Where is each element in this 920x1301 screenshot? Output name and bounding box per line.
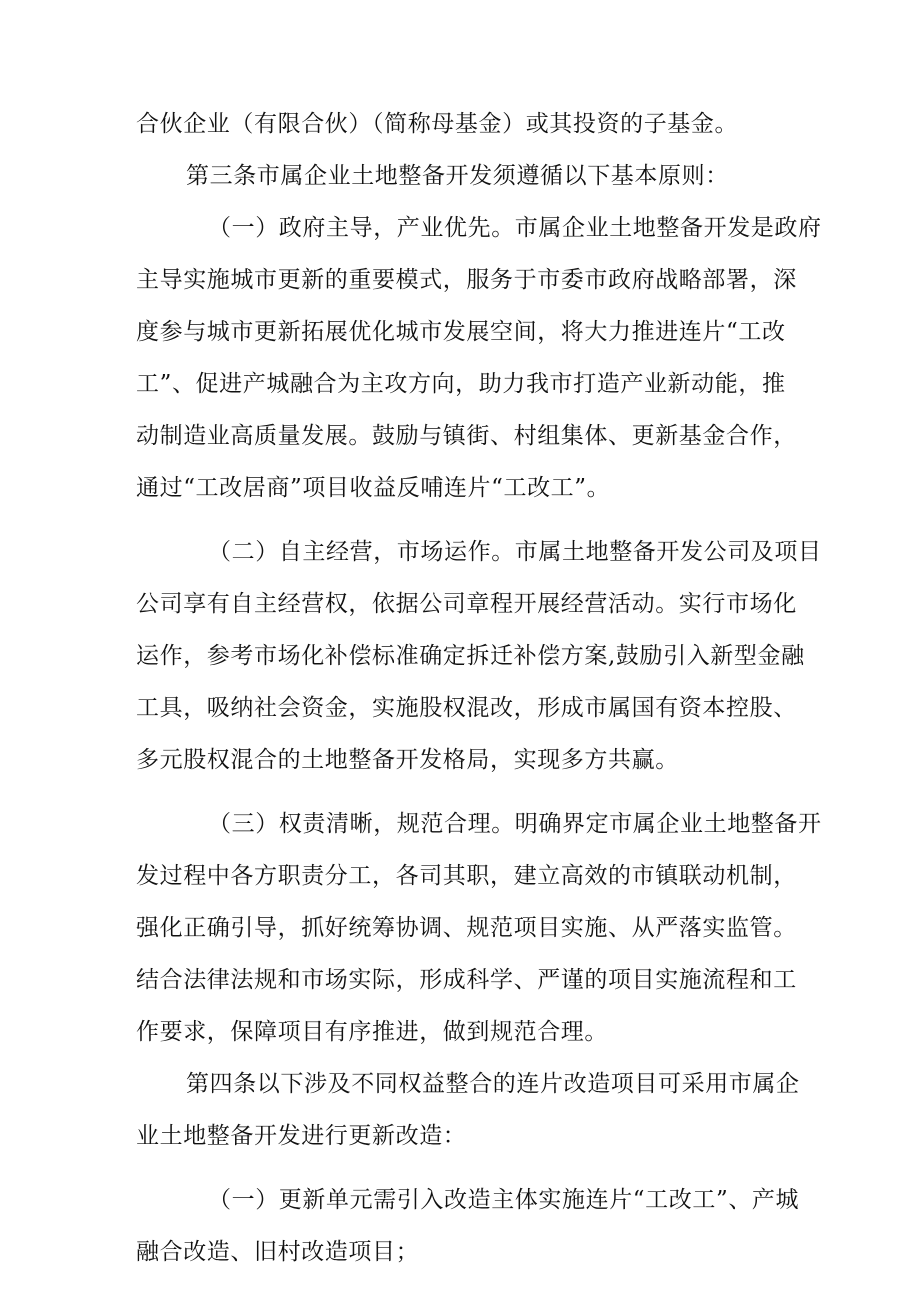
paragraph-gap: [136, 786, 796, 798]
principle-2-line: （二）自主经营，市场运作。市属土地整备开发公司及项目: [208, 539, 822, 565]
text-line: 合伙企业（有限合伙）（简称母基金）或其投资的子基金。: [136, 111, 739, 137]
principle-1-line: 通过“工改居商”项目收益反哺连片“工改工”。: [136, 475, 611, 501]
principle-1-line: 动制造业高质量发展。鼓励与镇街、村组集体、更新基金合作，: [136, 423, 797, 449]
document-body: [136, 98, 822, 1278]
paragraph-gap: [136, 514, 796, 526]
principle-1-line: （一）政府主导，产业优先。市属企业土地整备开发是政府: [208, 215, 822, 241]
item-1-line: （一）更新单元需引入改造主体实施连片“工改工”、产城: [208, 1187, 800, 1213]
article-heading-4: 第四条以下涉及不同权益整合的连片改造项目可采用市属企: [186, 1071, 800, 1097]
article-heading-3: 第三条市属企业土地整备开发须遵循以下基本原则：: [186, 163, 729, 189]
paragraph-gap: [136, 1162, 796, 1174]
principle-1-line: 主导实施城市更新的重要模式，服务于市委市政府战略部署，深: [136, 267, 797, 293]
principle-2-line: 多元股权混合的土地整备开发格局，实现多方共赢。: [136, 747, 679, 773]
principle-3-line: 强化正确引导，抓好统筹协调、规范项目实施、从严落实监管。: [136, 915, 797, 941]
principle-1-line: 工”、促进产城融合为主攻方向，助力我市打造产业新动能，推: [136, 371, 786, 397]
principle-3-line: 发过程中各方职责分工，各司其职，建立高效的市镇联动机制，: [136, 863, 797, 889]
principle-2-line: 公司享有自主经营权，依据公司章程开展经营活动。实行市场化: [136, 591, 797, 617]
principle-3-line: 结合法律法规和市场实际，形成科学、严谨的项目实施流程和工: [136, 967, 797, 993]
principle-1-line: 度参与城市更新拓展优化城市发展空间，将大力推进连片“工改: [136, 319, 786, 345]
item-1-line: 融合改造、旧村改造项目；: [136, 1239, 420, 1265]
article-4-line: 业土地整备开发进行更新改造：: [136, 1123, 467, 1149]
principle-3-line: 作要求，保障项目有序推进，做到规范合理。: [136, 1019, 608, 1045]
principle-2-line: 运作，参考市场化补偿标准确定拆迁补偿方案,鼓励引入新型金融: [136, 643, 805, 669]
principle-2-line: 工具，吸纳社会资金，实施股权混改，形成市属国有资本控股、: [136, 695, 797, 721]
principle-3-line: （三）权责清晰，规范合理。明确界定市属企业土地整备开: [208, 811, 822, 837]
